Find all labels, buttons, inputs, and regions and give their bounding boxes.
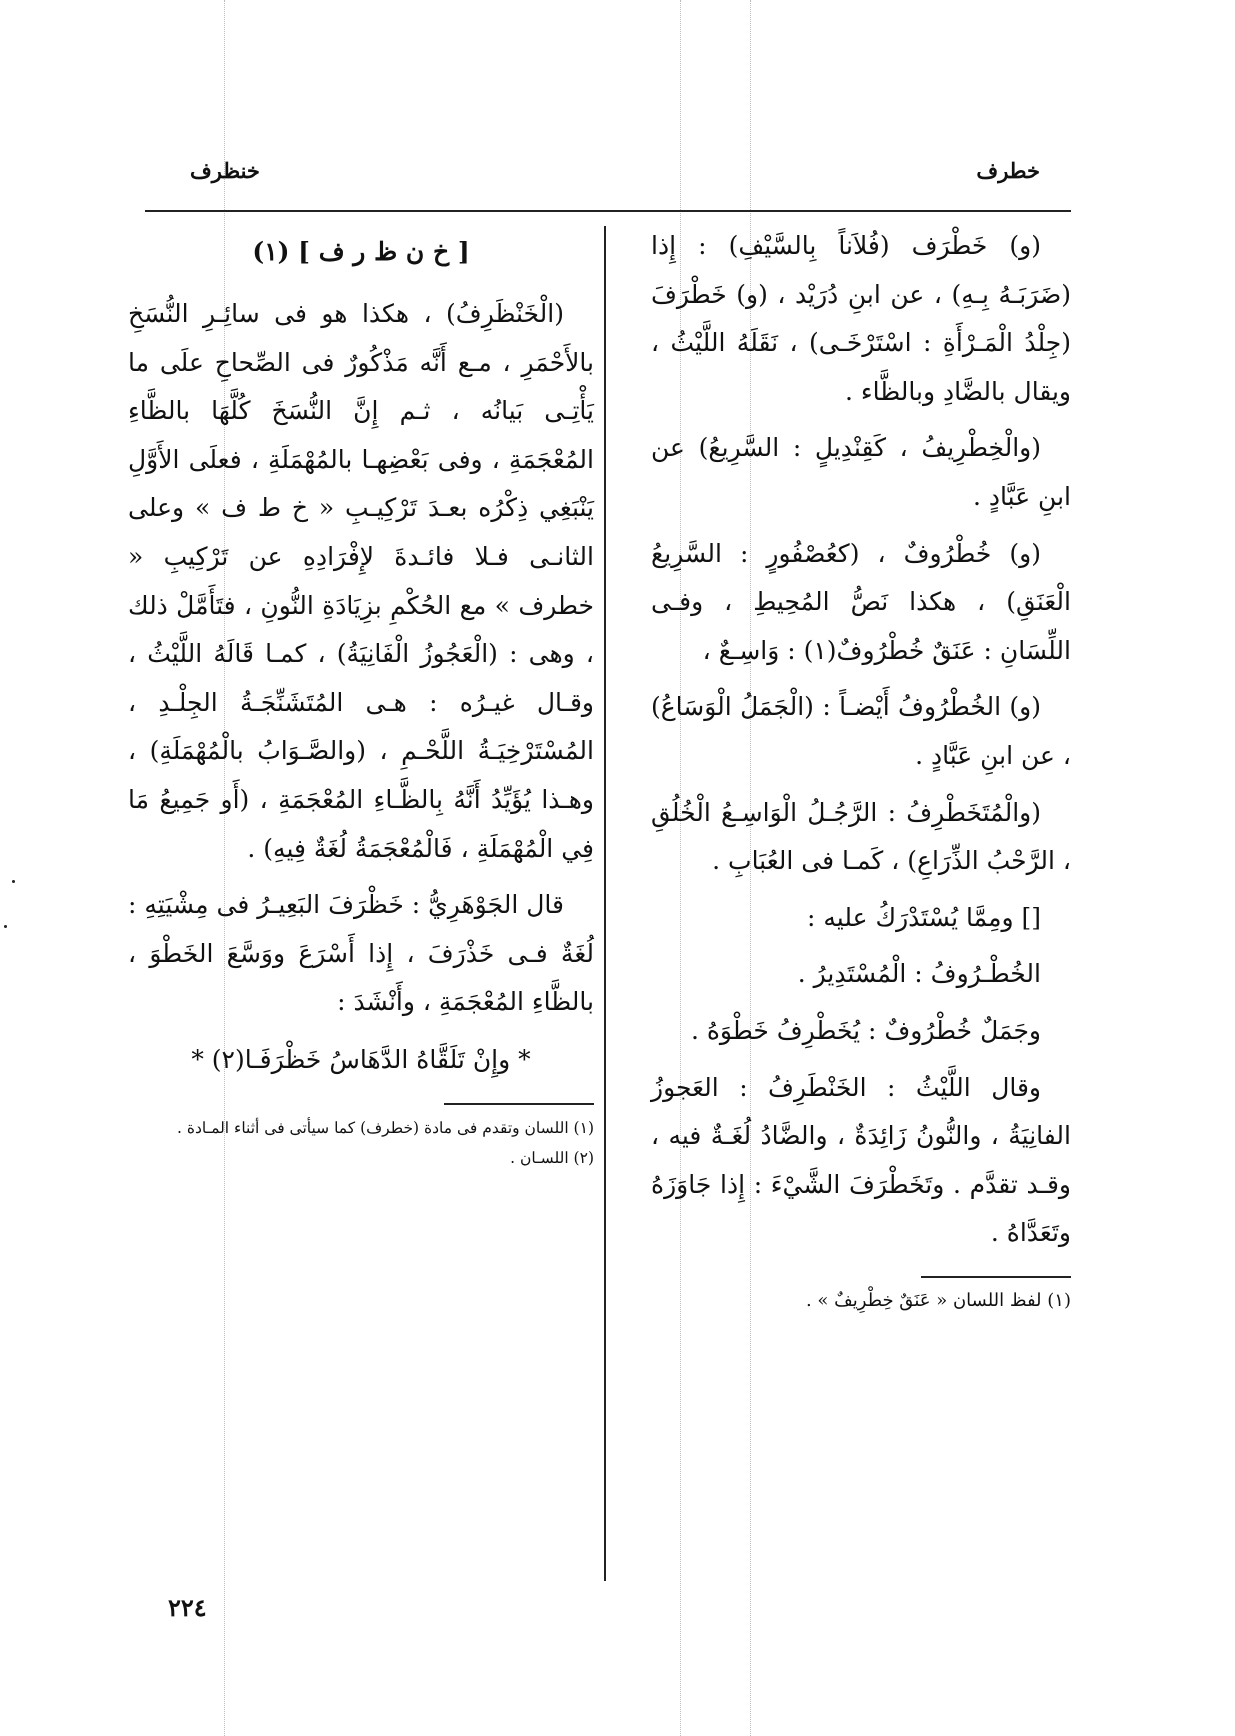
page-number: ٢٢٤ [168, 1593, 207, 1622]
running-head-right: خطرف [976, 158, 1040, 183]
footnote-rule [921, 1276, 1071, 1278]
entry-paragraph: قال الجَوْهَرِيُّ : خَظْرَفَ البَعِيـرُ فى مِشْيَتِهِ : لُغَةٌ فـى خَذْرَفَ ، إِذا أَسْرَعَ ووَسَّعَ الخَطْوَ ، بالظَّاءِ المُعْجَمَةِ ، وأَنْشَدَ : [128, 890, 594, 1017]
footnote: (٢) اللسـان . [510, 1148, 594, 1167]
entry-paragraph: (و) الخُطْرُوفُ أَيْضـاً : (الْجَمَلُ الْوَسَاعُ) ، عن ابنِ عَبَّادٍ . [651, 692, 1071, 770]
entry-paragraph: وقال اللَّيْثُ : الخَنْطَرِفُ : العَجوزُ الفانِيَةُ ، والنُّونُ زَائِدَةٌ ، والضَّادُ لُغَـةٌ فيه ، وقـد تقدَّم . وتَخَطْرَفَ الشَّيْءَ : إِذا جَاوَزَهُ وتَعَدَّاهُ . [651, 1072, 1071, 1248]
left-column [128, 222, 594, 1173]
entry-paragraph: (الْخَنْظَرِفُ) ، هكذا هو فى سائِـرِ النُّسَخِ بالأَحْمَرِ ، مـع أَنَّه مَذْكُورٌ فى الصِّحاحِ علَى ما يَأْتِـى بَيانُه ، ثـم إِنَّ النُّسَخَ كُلَّهَا بالظَّاءِ المُعْجَمَةِ ، وفى بَعْضِهـا بالمُهْمَلَةِ ، فعلَى الأَوَّلِ يَنْبَغِي ذِكْرُه بعـدَ تَرْكِيـبِ « خ ط ف » وعلى الثانـى فـلا فائـدةَ لإِفْرَادِهِ عن تَرْكِيبِ « خطرف » مع الحُكْمِ بزِيَادَةِ النُّونِ ، فتَأَمَّلْ ذلك ، وهى : (الْعَجُوزُ الْفَانِيَةُ) ، كمـا قَالَهُ اللَّيْثُ ، وقـال غيـرُه : هـى المُتَشَنِّجَـةُ الجِلْـدِ ، المُسْتَرْخِيَـةُ اللَّحْـمِ ، (والصَّـوَابُ بالْمُهْمَلَةِ) ، وهـذا يُؤَيِّدُ أَنَّهُ بِالظَّـاءِ المُعْجَمَةِ ، (أَو جَمِيعُ مَا فِي الْمُهْمَلَةِ ، فَالْمُعْجَمَةُ لُغَةٌ فِيهِ) . [128, 299, 594, 863]
entry-paragraph: (و) خُطْرُوفٌ ، (كعُصْفُورٍ : السَّرِيعُ الْعَنَقِ) ، هكذا نَصُّ المُحِيطِ ، وفـى اللِّسَانِ : عَنَقٌ خُطْرُوفٌ(١) : وَاسِـعٌ ، [651, 538, 1071, 665]
entry-paragraph: (و) خَطْرَف (فُلاَناً بِالسَّيْفِ) : إِذا (ضَرَبَـهُ بِـهِ) ، عن ابنِ دُرَيْد ، (و) خَطْرَفَ (جِلْدُ الْمَـرْأَةِ : اسْتَرْخَـى) ، نَقَلَهُ اللَّيْثُ ، ويقال بالضَّادِ وبالظَّاء . [651, 231, 1071, 406]
verse-line: * وإِنْ تَلَقَّاهُ الدَّهَاسُ خَظْرَفَـا(٢) * [191, 1044, 531, 1074]
scan-speck [4, 925, 7, 928]
footnote-rule [444, 1103, 594, 1105]
entry-paragraph: (والْخِطْرِيفُ ، كَقِنْدِيلٍ : السَّرِيعُ) عن ابنِ عَبَّادٍ . [651, 433, 1071, 511]
footnote: (١) اللسان وتقدم فى مادة (خطرف) كما سيأتى فى أثناء المـادة . [176, 1118, 594, 1137]
root-heading: [ خ ن ظ ر ف ] (١) [252, 237, 470, 266]
addenda-heading: [] ومِمَّا يُسْتَدْرَكُ عليه : [807, 902, 1041, 932]
entry-paragraph: (والْمُتَخَطْرِفُ : الرَّجُـلُ الْوَاسِـعُ الْخُلُقِ ، الرَّحْبُ الذِّرَاعِ) ، كَمـا فى العُبَابِ . [651, 797, 1071, 876]
entry-paragraph: وجَمَلٌ خُطْرُوفٌ : يُخَطْرِفُ خَطْوَهُ . [690, 1015, 1041, 1045]
scan-speck [12, 880, 15, 883]
column-divider [604, 226, 606, 1581]
footnote: (١) لفظ اللسان « عَنَقٌ خِطْرِيفٌ » . [805, 1289, 1071, 1311]
entry-paragraph: الخُطْـرُوفُ : الْمُسْتَدِيرُ . [797, 959, 1041, 989]
right-column [651, 222, 1071, 1316]
header-rule [145, 210, 1071, 212]
running-head-left: خنظرف [190, 158, 260, 183]
